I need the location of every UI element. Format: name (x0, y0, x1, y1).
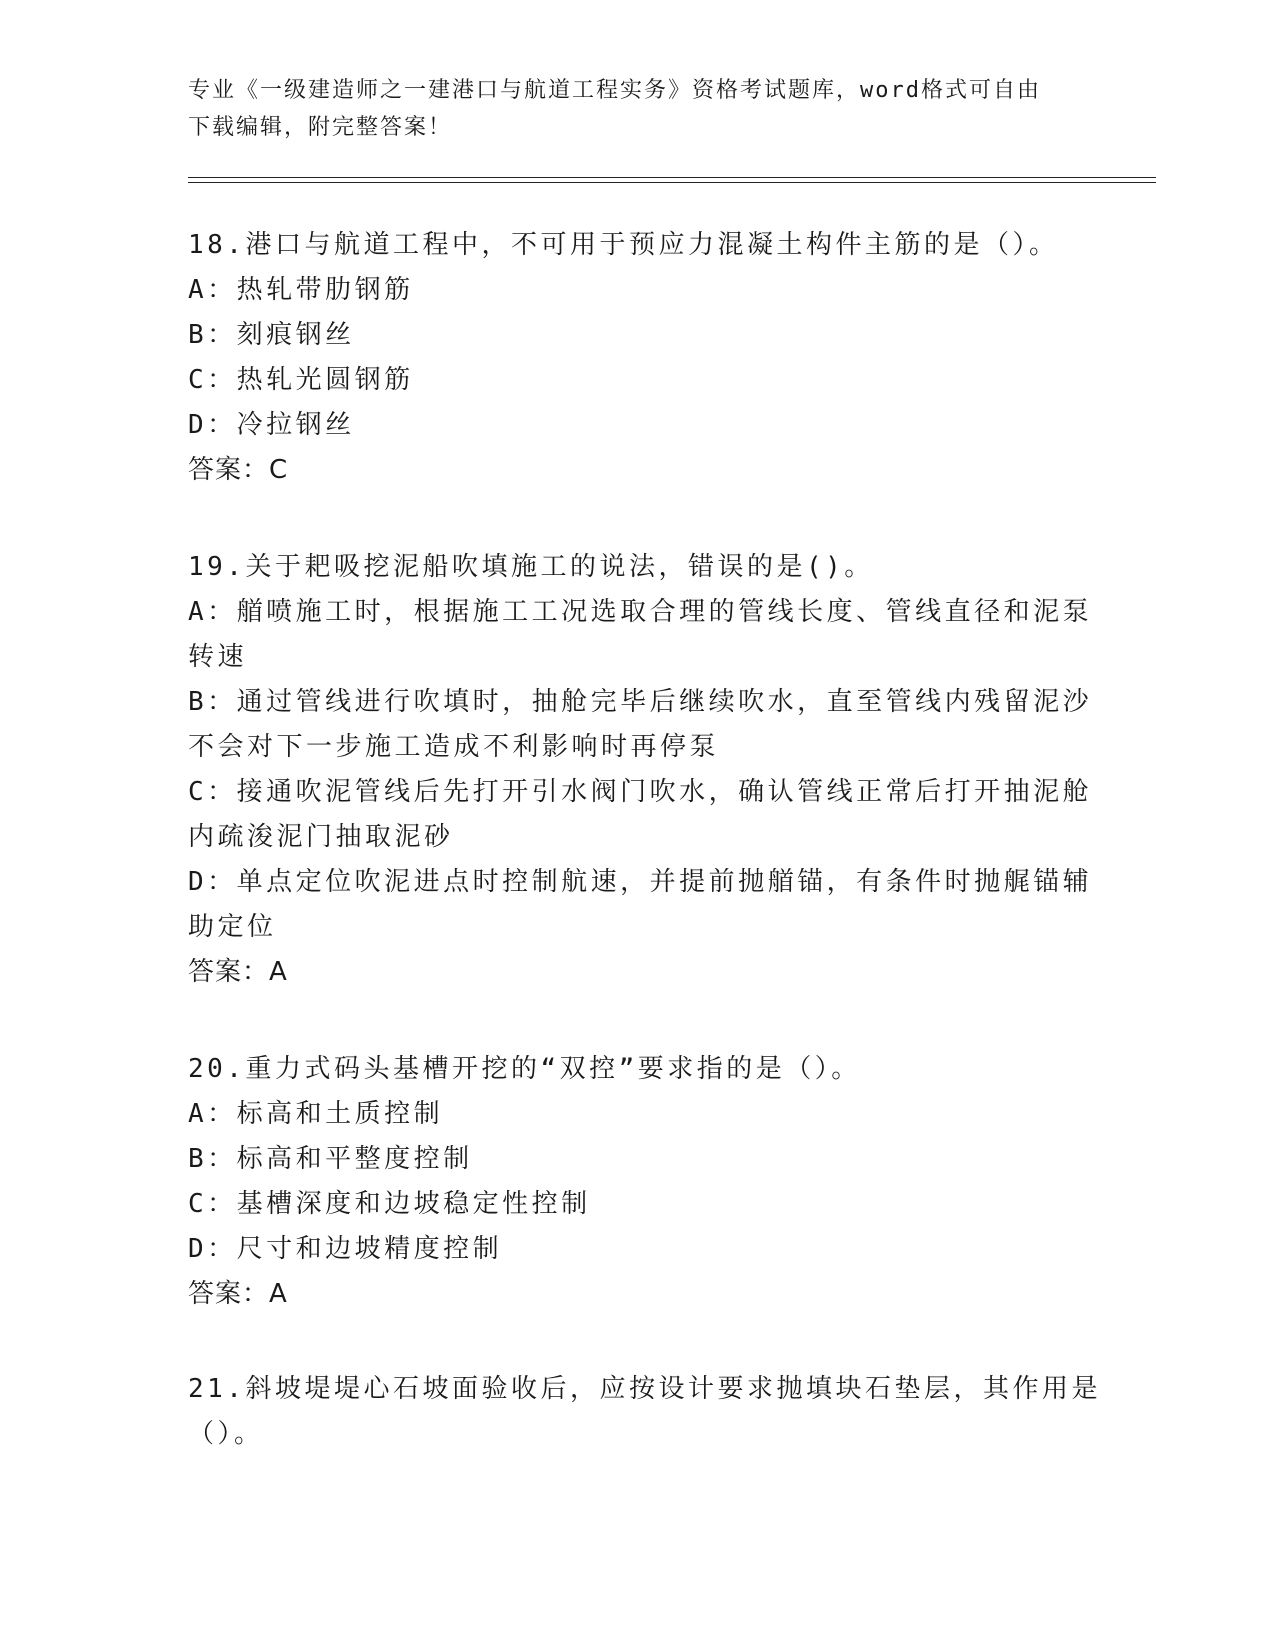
header-line-1: 专业《一级建造师之一建港口与航道工程实务》资格考试题库，word格式可自由 (188, 78, 1041, 103)
header-rule-bottom (188, 182, 1156, 183)
question-stem: 19.关于耙吸挖泥船吹填施工的说法，错误的是()。 (188, 552, 874, 582)
option-b: B：刻痕钢丝 (188, 320, 355, 350)
option-b: B：通过管线进行吹填时，抽舱完毕后继续吹水，直至管线内残留泥沙 (188, 687, 1093, 717)
option-c: C：热轧光圆钢筋 (188, 365, 414, 395)
option-a: A：热轧带肋钢筋 (188, 275, 414, 305)
question-21 (188, 1367, 1101, 1457)
question-18 (188, 223, 1078, 493)
option-d-continued: 助定位 (188, 912, 277, 942)
option-b-continued: 不会对下一步施工造成不利影响时再停泵 (188, 732, 720, 762)
header-rule-top (188, 177, 1156, 178)
option-d: D：冷拉钢丝 (188, 410, 355, 440)
answer: 答案：A (188, 1279, 288, 1309)
option-c: C：接通吹泥管线后先打开引水阀门吹水，确认管线正常后打开抽泥舱 (188, 777, 1093, 807)
question-stem: 21.斜坡堤堤心石坡面验收后，应按设计要求抛填块石垫层，其作用是 (188, 1374, 1101, 1404)
question-stem: 20.重力式码头基槽开挖的“双控”要求指的是（）。 (188, 1054, 861, 1084)
question-19 (188, 545, 1093, 995)
answer: 答案：A (188, 957, 288, 987)
question-20 (188, 1047, 1078, 1317)
question-stem: 18.港口与航道工程中，不可用于预应力混凝土构件主筋的是（）。 (188, 230, 1059, 260)
option-d: D：单点定位吹泥进点时控制航速，并提前抛艏锚，有条件时抛艉锚辅 (188, 867, 1093, 897)
option-c: C：基槽深度和边坡稳定性控制 (188, 1189, 591, 1219)
header-line-2: 下载编辑，附完整答案！ (188, 115, 453, 140)
option-a-continued: 转速 (188, 642, 248, 672)
option-c-continued: 内疏浚泥门抽取泥砂 (188, 822, 454, 852)
option-d: D：尺寸和边坡精度控制 (188, 1234, 503, 1264)
option-a: A：艏喷施工时，根据施工工况选取合理的管线长度、管线直径和泥泵 (188, 597, 1093, 627)
option-a: A：标高和土质控制 (188, 1099, 444, 1129)
option-b: B：标高和平整度控制 (188, 1144, 473, 1174)
question-stem-continued: （）。 (188, 1419, 264, 1449)
answer: 答案：C (188, 455, 289, 485)
document-header (188, 72, 1088, 146)
